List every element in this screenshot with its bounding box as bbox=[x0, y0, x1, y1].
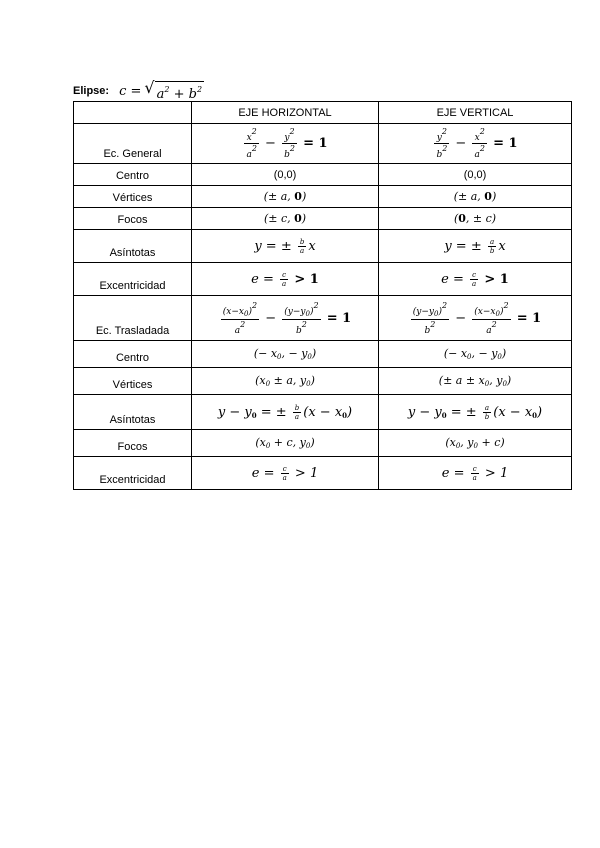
cell-vertical: (± $a \pm x_0$, $y_0$) bbox=[379, 368, 572, 395]
cell-horizontal: $y - y_0$ = ± $\frac{b}{a}$ $(x - x_0)$ bbox=[192, 395, 379, 430]
row-label: Centro bbox=[74, 341, 192, 368]
table-row bbox=[74, 186, 572, 208]
table-row bbox=[74, 395, 572, 430]
heading bbox=[73, 80, 204, 102]
cell-horizontal: ($x_0 \pm a$, $y_0$) bbox=[192, 368, 379, 395]
table-row bbox=[74, 263, 572, 296]
header-empty-cell bbox=[74, 102, 192, 124]
cell-vertical: y = ± $\frac{a}{b}$ x bbox=[379, 230, 572, 263]
cell-horizontal: ($x_0 + c$, $y_0$) bbox=[192, 430, 379, 457]
cell-horizontal: y = ± $\frac{b}{a}$ x bbox=[192, 230, 379, 263]
table-row bbox=[74, 208, 572, 230]
cell-horizontal: e = $\frac{c}{a}$ > 1 bbox=[192, 457, 379, 490]
cell-horizontal: (± a, 0) bbox=[192, 186, 379, 208]
table-row bbox=[74, 341, 572, 368]
ellipse-table bbox=[73, 101, 572, 490]
cell-vertical: (0, ± c) bbox=[379, 208, 572, 230]
cell-vertical: (− $x_0$, − $y_0$) bbox=[379, 341, 572, 368]
cell-horizontal: e = $\frac{c}{a}$ > 1 bbox=[192, 263, 379, 296]
table-row bbox=[74, 368, 572, 395]
table-row bbox=[74, 430, 572, 457]
heading-formula bbox=[119, 80, 204, 102]
header-vertical: EJE VERTICAL bbox=[379, 102, 572, 124]
heading-label: Elipse: bbox=[73, 85, 110, 97]
row-label: Excentricidad bbox=[74, 263, 192, 296]
table-row bbox=[74, 230, 572, 263]
table-row bbox=[74, 124, 572, 164]
radical-sign-icon: √ bbox=[144, 78, 155, 97]
cell-vertical: (0,0) bbox=[379, 164, 572, 186]
cell-vertical: (± a, 0) bbox=[379, 186, 572, 208]
cell-horizontal: $\frac{(x-x_0)^2}{a^2}$ − $\frac{(y-y_0)^2}{b^2}$ = 1 bbox=[192, 296, 379, 341]
cell-horizontal: (0,0) bbox=[192, 164, 379, 186]
row-label: Ec. General bbox=[74, 124, 192, 164]
table-row bbox=[74, 296, 572, 341]
row-label: Ec. Trasladada bbox=[74, 296, 192, 341]
header-horizontal: EJE HORIZONTAL bbox=[192, 102, 379, 124]
cell-vertical: e = $\frac{c}{a}$ > 1 bbox=[379, 263, 572, 296]
table-header-row bbox=[74, 102, 572, 124]
row-label: Focos bbox=[74, 430, 192, 457]
table-row bbox=[74, 164, 572, 186]
sqrt-radical bbox=[144, 80, 204, 102]
cell-vertical: e = $\frac{c}{a}$ > 1 bbox=[379, 457, 572, 490]
cell-vertical: $\frac{y^2}{b^2}$ − $\frac{x^2}{a^2}$ = 1 bbox=[379, 124, 572, 164]
cell-horizontal: $\frac{x^2}{a^2}$ − $\frac{y^2}{b^2}$ = 1 bbox=[192, 124, 379, 164]
table-row bbox=[74, 457, 572, 490]
row-label: Asíntotas bbox=[74, 230, 192, 263]
row-label: Excentricidad bbox=[74, 457, 192, 490]
sqrt-content: $a^2 + b^2$ bbox=[155, 81, 204, 102]
row-label: Vértices bbox=[74, 186, 192, 208]
row-label: Vértices bbox=[74, 368, 192, 395]
cell-horizontal: (− $x_0$, − $y_0$) bbox=[192, 341, 379, 368]
formula-lhs: c = bbox=[119, 83, 142, 99]
row-label: Focos bbox=[74, 208, 192, 230]
cell-horizontal: (± c, 0) bbox=[192, 208, 379, 230]
cell-vertical: ($x_0$, $y_0 + c$) bbox=[379, 430, 572, 457]
row-label: Asíntotas bbox=[74, 395, 192, 430]
row-label: Centro bbox=[74, 164, 192, 186]
cell-vertical: $\frac{(y-y_0)^2}{b^2}$ − $\frac{(x-x_0)^2}{a^2}$ = 1 bbox=[379, 296, 572, 341]
cell-vertical: $y - y_0$ = ± $\frac{a}{b}$ $(x - x_0)$ bbox=[379, 395, 572, 430]
